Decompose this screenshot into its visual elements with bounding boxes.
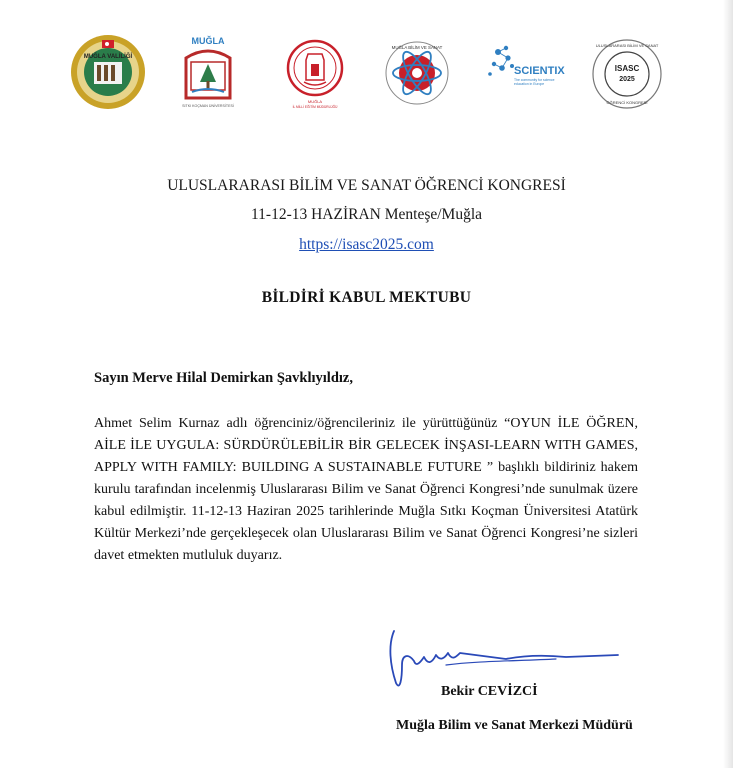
letter-body: Ahmet Selim Kurnaz adlı öğrenciniz/öğrencileriniz ile yürüttüğünüz “OYUN İLE ÖĞREN, AİLE İLE UYGULA: SÜRDÜRÜLEBİLİR BİR GELECEK İNŞASI-LEARN WITH GAMES, APPLY WITH FAMILY: BUILDING A SUSTAINABLE FUTURE ” başlıklı bildiriniz hakem kurulu tarafından incelenmiş Uluslararası Bilim ve Sanat Öğrenci Kongresi’nde sunulmak üzere kabul edilmiştir. 11-12-13 Haziran 2025 tarihlerinde Muğla Sıtkı Koçman Üniversitesi Atatürk Kültür Merkezi’nde gerçekleşecek olan Uluslararası Bilim ve Sanat Öğrenci Kongresi’ne sizleri davet etmekten mutluluk duyarız. <box>94 416 638 563</box>
congress-url-link[interactable]: https://isasc2025.com <box>299 236 434 253</box>
milli-egitim-icon <box>284 34 346 110</box>
svg-text:ÖĞRENCİ KONGRESİ: ÖĞRENCİ KONGRESİ <box>606 100 648 105</box>
svg-text:MUĞLA VALİLİĞİ: MUĞLA VALİLİĞİ <box>83 54 133 60</box>
bilsem-icon <box>384 40 450 106</box>
svg-text:education in Europe: education in Europe <box>514 82 545 86</box>
signer-title: Muğla Bilim ve Sanat Merkezi Müdürü <box>396 718 633 733</box>
svg-text:The community for science: The community for science <box>514 78 555 82</box>
svg-text:MUĞLA: MUĞLA <box>307 99 323 104</box>
svg-text:İL MİLLİ EĞİTİM MÜDÜRLÜĞÜ: İL MİLLİ EĞİTİM MÜDÜRLÜĞÜ <box>292 105 338 109</box>
scientix-icon <box>484 42 574 98</box>
svg-text:MUĞLA BİLİM VE SANAT: MUĞLA BİLİM VE SANAT <box>391 45 443 50</box>
svg-text:2025: 2025 <box>619 76 635 83</box>
svg-text:SITKI KOÇMAN ÜNİVERSİTESİ: SITKI KOÇMAN ÜNİVERSİTESİ <box>182 104 234 108</box>
svg-text:ISASC: ISASC <box>614 64 640 73</box>
svg-text:SCIENTIX: SCIENTIX <box>514 65 565 77</box>
page-edge-shadow <box>723 0 733 768</box>
svg-text:MUĞLA: MUĞLA <box>191 36 225 46</box>
signer-name: Bekir CEVİZCİ <box>441 684 538 699</box>
svg-text:ULUSLARARASI BİLİM VE SANAT: ULUSLARARASI BİLİM VE SANAT <box>595 43 659 48</box>
mugla-university-icon <box>178 34 238 112</box>
salutation: Sayın Merve Hilal Demirkan Şavklıyıldız, <box>94 370 353 386</box>
congress-dates: 11-12-13 HAZİRAN Menteşe/Muğla <box>250 206 483 223</box>
mugla-valiligi-seal-icon <box>68 32 148 112</box>
letter-heading: BİLDİRİ KABUL MEKTUBU <box>261 289 472 306</box>
congress-title: ULUSLARARASI BİLİM VE SANAT ÖĞRENCİ KONGRESİ <box>167 177 566 194</box>
isasc-icon <box>591 38 663 110</box>
